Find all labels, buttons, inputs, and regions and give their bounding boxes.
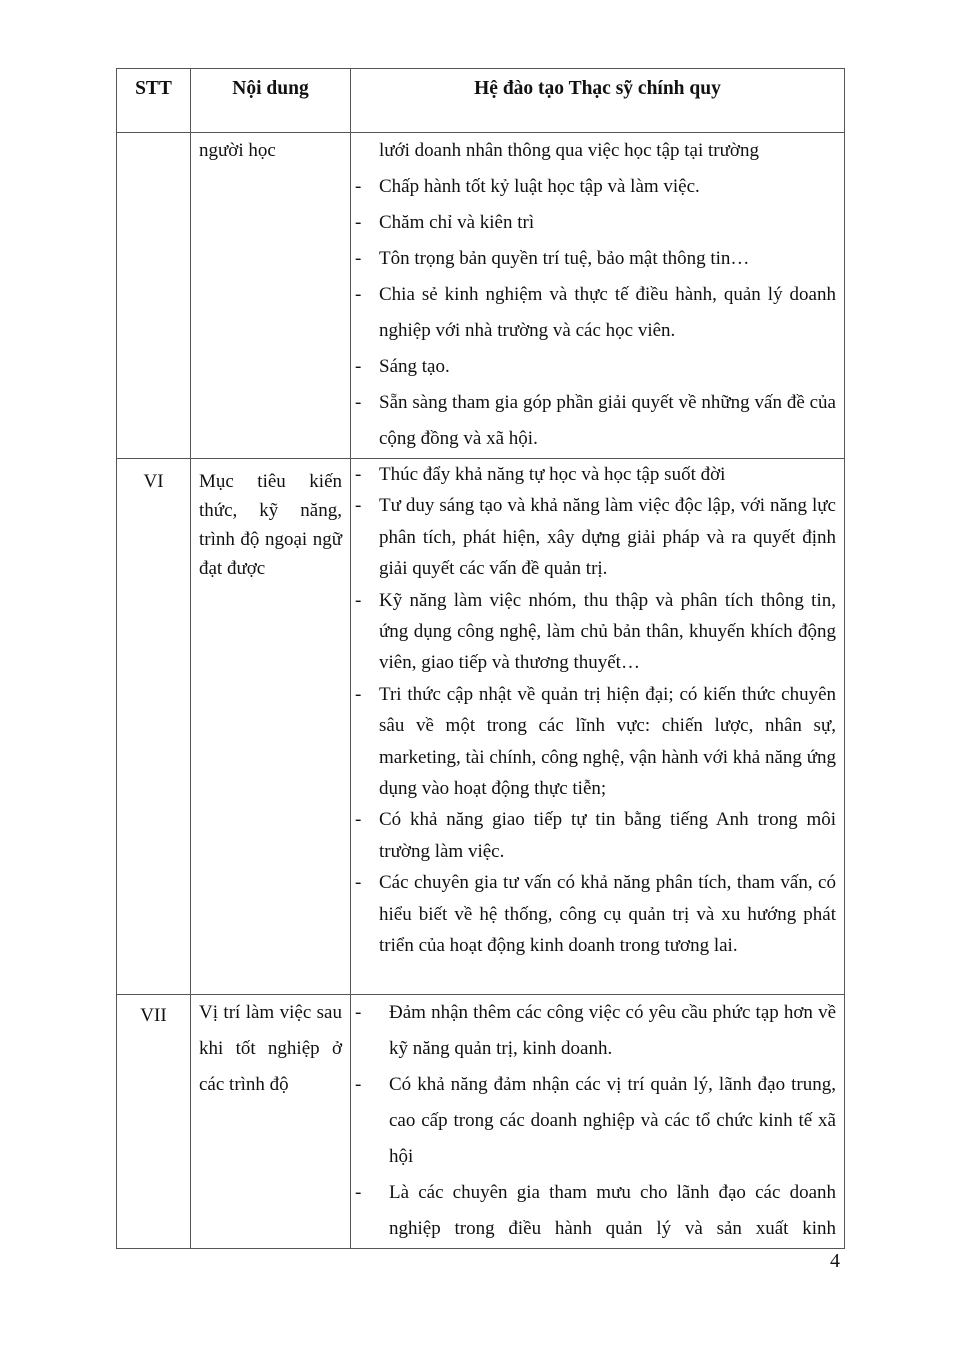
table-header-row — [117, 69, 845, 133]
list-item: - Tri thức cập nhật về quản trị hiện đại; có kiến thức chuyên sâu về một trong các lĩnh vực: chiến lược, nhân sự, marketing, tài chính, công nghệ, vận hành với khả năng ứng dụng vào hoạt động thực tiễn; — [355, 683, 836, 800]
table-row — [117, 459, 845, 995]
list-item: - Chăm chỉ và kiên trì — [355, 212, 535, 233]
row-stt: VII — [117, 995, 191, 1249]
header-content: Nội dung — [191, 69, 351, 133]
header-stt: STT — [117, 69, 191, 133]
row-content: Vị trí làm việc sau khi tốt nghiệp ở các trình độ — [191, 995, 351, 1249]
list-item: - Tư duy sáng tạo và khả năng làm việc độc lập, với năng lực phân tích, phát hiện, xây dựng giải pháp và ra quyết định giải quyết các vấn đề quản trị. — [355, 495, 836, 580]
program-table — [116, 68, 845, 1249]
list-item: - Chấp hành tốt kỷ luật học tập và làm việc. — [355, 176, 700, 197]
page-number: 4 — [830, 1250, 840, 1272]
table-row — [117, 133, 845, 459]
list-item: - Có khả năng giao tiếp tự tin bằng tiếng Anh trong môi trường làm việc. — [355, 809, 836, 862]
list-item: - Kỹ năng làm việc nhóm, thu thập và phân tích thông tin, ứng dụng công nghệ, làm chủ bản thân, khuyến khích động viên, giao tiếp và thương thuyết… — [355, 589, 836, 674]
header-program: Hệ đào tạo Thạc sỹ chính quy — [351, 69, 845, 133]
list-item: - Có khả năng đảm nhận các vị trí quản lý, lãnh đạo trung, cao cấp trong các doanh nghiệp và các tổ chức kinh tế xã hội — [355, 1074, 836, 1167]
list-item: - Thúc đẩy khả năng tự học và học tập suốt đời — [355, 464, 726, 485]
row-stt — [117, 133, 191, 459]
list-item: - Các chuyên gia tư vấn có khả năng phân tích, tham vấn, có hiểu biết về hệ thống, công cụ quản trị và xu hướng phát triển của hoạt động kinh doanh trong tương lai. — [355, 872, 836, 957]
table-row — [117, 995, 845, 1249]
list-item: - Tôn trọng bản quyền trí tuệ, bảo mật thông tin… — [355, 248, 750, 269]
list-item: - Đảm nhận thêm các công việc có yêu cầu phức tạp hơn về kỹ năng quản trị, kinh doanh. — [355, 1002, 836, 1059]
list-item: - Sẵn sàng tham gia góp phần giải quyết về những vấn đề của cộng đồng và xã hội. — [355, 392, 836, 449]
list-item: - Sáng tạo. — [355, 356, 450, 377]
row-content: người học — [191, 133, 351, 459]
row-stt: VI — [117, 459, 191, 995]
row-content: Mục tiêu kiến thức, kỹ năng, trình độ ngoại ngữ đạt được — [191, 459, 351, 995]
row-items — [351, 459, 845, 995]
list-item: - Là các chuyên gia tham mưu cho lãnh đạo các doanh nghiệp trong điều hành quản lý và sản xuất kinh — [355, 1182, 836, 1239]
row-items — [351, 995, 845, 1249]
list-item: - Chia sẻ kinh nghiệm và thực tế điều hành, quản lý doanh nghiệp với nhà trường và các học viên. — [355, 284, 836, 341]
continuation-text: lưới doanh nhân thông qua việc học tập tại trường — [379, 140, 759, 161]
row-items — [351, 133, 845, 459]
